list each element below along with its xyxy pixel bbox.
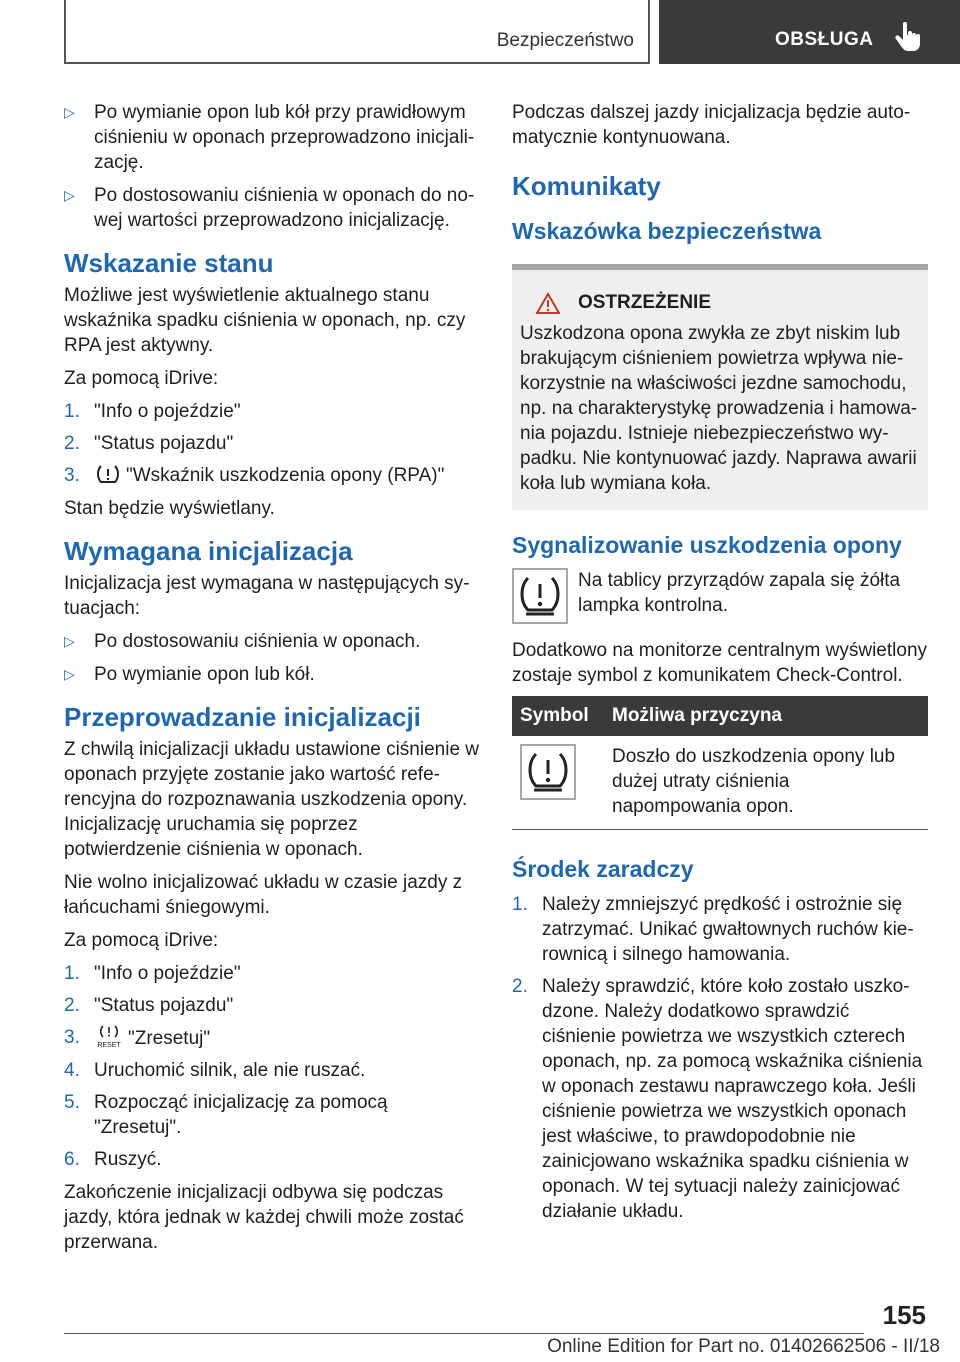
bullet-list xyxy=(64,100,480,233)
header-chapter-tab xyxy=(659,0,960,64)
list-item: 1. "Info o pojeździe" xyxy=(64,401,241,422)
right-column xyxy=(512,100,928,1232)
bullet-list xyxy=(64,629,480,687)
paragraph: Nie wolno inicjalizować układu w czasie jazdy z łańcuchami śniegowymi. xyxy=(64,872,463,918)
section-heading: Przeprowadzanie inicjalizacji xyxy=(64,702,421,732)
header-section-tab xyxy=(64,0,650,64)
section-heading: Komunikaty xyxy=(512,171,661,201)
table-row xyxy=(512,736,928,830)
numbered-list xyxy=(512,892,928,1224)
page-number: 155 xyxy=(882,1300,926,1330)
list-item: 3. RESET "Zresetuj" xyxy=(64,1027,211,1049)
chapter-title: OBSŁUGA xyxy=(775,29,874,50)
tire-warning-lamp-icon xyxy=(512,568,568,624)
svg-text:RESET: RESET xyxy=(97,1042,121,1049)
paragraph: Inicjalizacja jest wymagana w następujących sytuacjach: xyxy=(64,573,470,619)
warning-box xyxy=(512,264,928,510)
paragraph: Na tablicy przyrządów zapala się żółta lampka kontrolna. xyxy=(578,570,901,616)
list-item: 2. "Status pojazdu" xyxy=(64,995,234,1016)
hand-pointer-icon xyxy=(895,22,921,52)
subsection-heading: Środek zaradczy xyxy=(512,856,694,882)
symbol-table xyxy=(512,696,928,830)
tire-pressure-icon xyxy=(96,464,120,486)
paragraph: Za pomocą iDrive: xyxy=(64,930,219,951)
numbered-list xyxy=(64,399,480,488)
triangle-bullet-icon: ▷ xyxy=(64,633,75,649)
left-column xyxy=(64,100,480,1263)
list-item: ▷ Po dostosowaniu ciśnienia w oponach do nowej wartości przeprowadzono inicjalizację. xyxy=(64,185,475,231)
triangle-bullet-icon: ▷ xyxy=(64,666,75,682)
table-header-symbol: Symbol xyxy=(512,696,604,736)
list-item: ▷ Po wymianie opon lub kół. xyxy=(64,664,315,685)
list-item: 2. Należy sprawdzić, które koło zostało uszkodzone. Należy dodatkowo sprawdzić ciśnienie powietrza we wszystkich czterech oponach, np. za pomocą wskaźnika ciśnienia w oponach zestawu naprawczego koła. Jeśli ciśnienie powietrza we wszystkich oponach jest właściwe, to prawdopodobnie nie zainicjowano wskaźnika spadku ciśnienia w oponach. W tej sytuacji należy zainicjować działanie układu. xyxy=(512,976,923,1222)
subsection-heading: Sygnalizowanie uszkodzenia opony xyxy=(512,532,902,558)
section-title: Bezpieczeństwo xyxy=(496,30,634,51)
list-item: 4. Uruchomić silnik, ale nie ruszać. xyxy=(64,1060,366,1081)
paragraph: Dodatkowo na monitorze centralnym wyświetlony zostaje symbol z komunikatem Check-Control. xyxy=(512,640,928,686)
list-item: 1. Należy zmniejszyć prędkość i ostrożnie się zatrzymać. Unikać gwałtownych ruchów kierownicą i silnego hamowania. xyxy=(512,894,914,965)
paragraph: Stan będzie wyświetlany. xyxy=(64,498,275,519)
paragraph: Zakończenie inicjalizacji odbywa się podczas jazdy, która jednak w każdej chwili może zostać przerwana. xyxy=(64,1182,464,1253)
tire-reset-icon xyxy=(96,1025,122,1049)
paragraph: Możliwe jest wyświetlenie aktualnego stanu wskaźnika spadku ciśnienia w oponach, np. czy RPA jest aktywny. xyxy=(64,285,466,356)
paragraph: Podczas dalszej jazdy inicjalizacja będzie automatycznie kontynuowana. xyxy=(512,102,911,148)
warning-text: Uszkodzona opona zwykła ze zbyt niskim lub brakującym ciśnieniem powietrza wpływa niekorzystnie na właściwości jezdne samochodu, np. na charakterystykę prowadzenia i hamowania pojazdu. Istnieje niebezpieczeństwo wypadku. Nie kontynuować jazdy. Naprawa awarii koła lub wymiana koła. xyxy=(520,323,918,494)
list-item: 3. "Wskaźnik uszkodzenia opony (RPA)" xyxy=(64,465,445,486)
list-item: 1. "Info o pojeździe" xyxy=(64,963,241,984)
warning-title: OSTRZEŻENIE xyxy=(520,290,920,315)
list-item: ▷ Po dostosowaniu ciśnienia w oponach. xyxy=(64,631,421,652)
subsection-heading: Wskazówka bezpieczeństwa xyxy=(512,218,822,244)
indicator-row xyxy=(512,568,928,624)
tire-warning-lamp-icon xyxy=(520,744,576,800)
table-header-cause: Możliwa przyczyna xyxy=(604,696,928,736)
section-heading: Wymagana inicjalizacja xyxy=(64,536,353,566)
triangle-bullet-icon: ▷ xyxy=(64,187,75,203)
list-item: 2. "Status pojazdu" xyxy=(64,433,234,454)
list-item: ▷ Po wymianie opon lub kół przy prawidłowym ciśnieniu w oponach przeprowadzono inicjalizację. xyxy=(64,102,475,173)
edition-text: Online Edition for Part no. 01402662506 - II/18 xyxy=(547,1336,940,1357)
table-cell-symbol xyxy=(512,736,604,830)
warning-triangle-icon xyxy=(536,292,560,314)
paragraph: Z chwilą inicjalizacji układu ustawione ciśnienie w oponach przyjęte zostanie jako wartość referencyjna do rozpoznawania uszkodzenia opony. Inicjalizację uruchamia się poprzez potwierdzenie ciśnienia w oponach. xyxy=(64,739,480,860)
triangle-bullet-icon: ▷ xyxy=(64,104,75,120)
section-heading: Wskazanie stanu xyxy=(64,248,274,278)
table-cell-cause: Doszło do uszkodzenia opony lub dużej utraty ciśnienia napompowania opon. xyxy=(604,736,928,830)
footer-divider xyxy=(64,1333,864,1334)
list-item: 5. Rozpocząć inicjalizację za pomocą "Zresetuj". xyxy=(64,1092,388,1138)
numbered-list xyxy=(64,961,480,1172)
paragraph: Za pomocą iDrive: xyxy=(64,368,219,389)
list-item: 6. Ruszyć. xyxy=(64,1149,162,1170)
